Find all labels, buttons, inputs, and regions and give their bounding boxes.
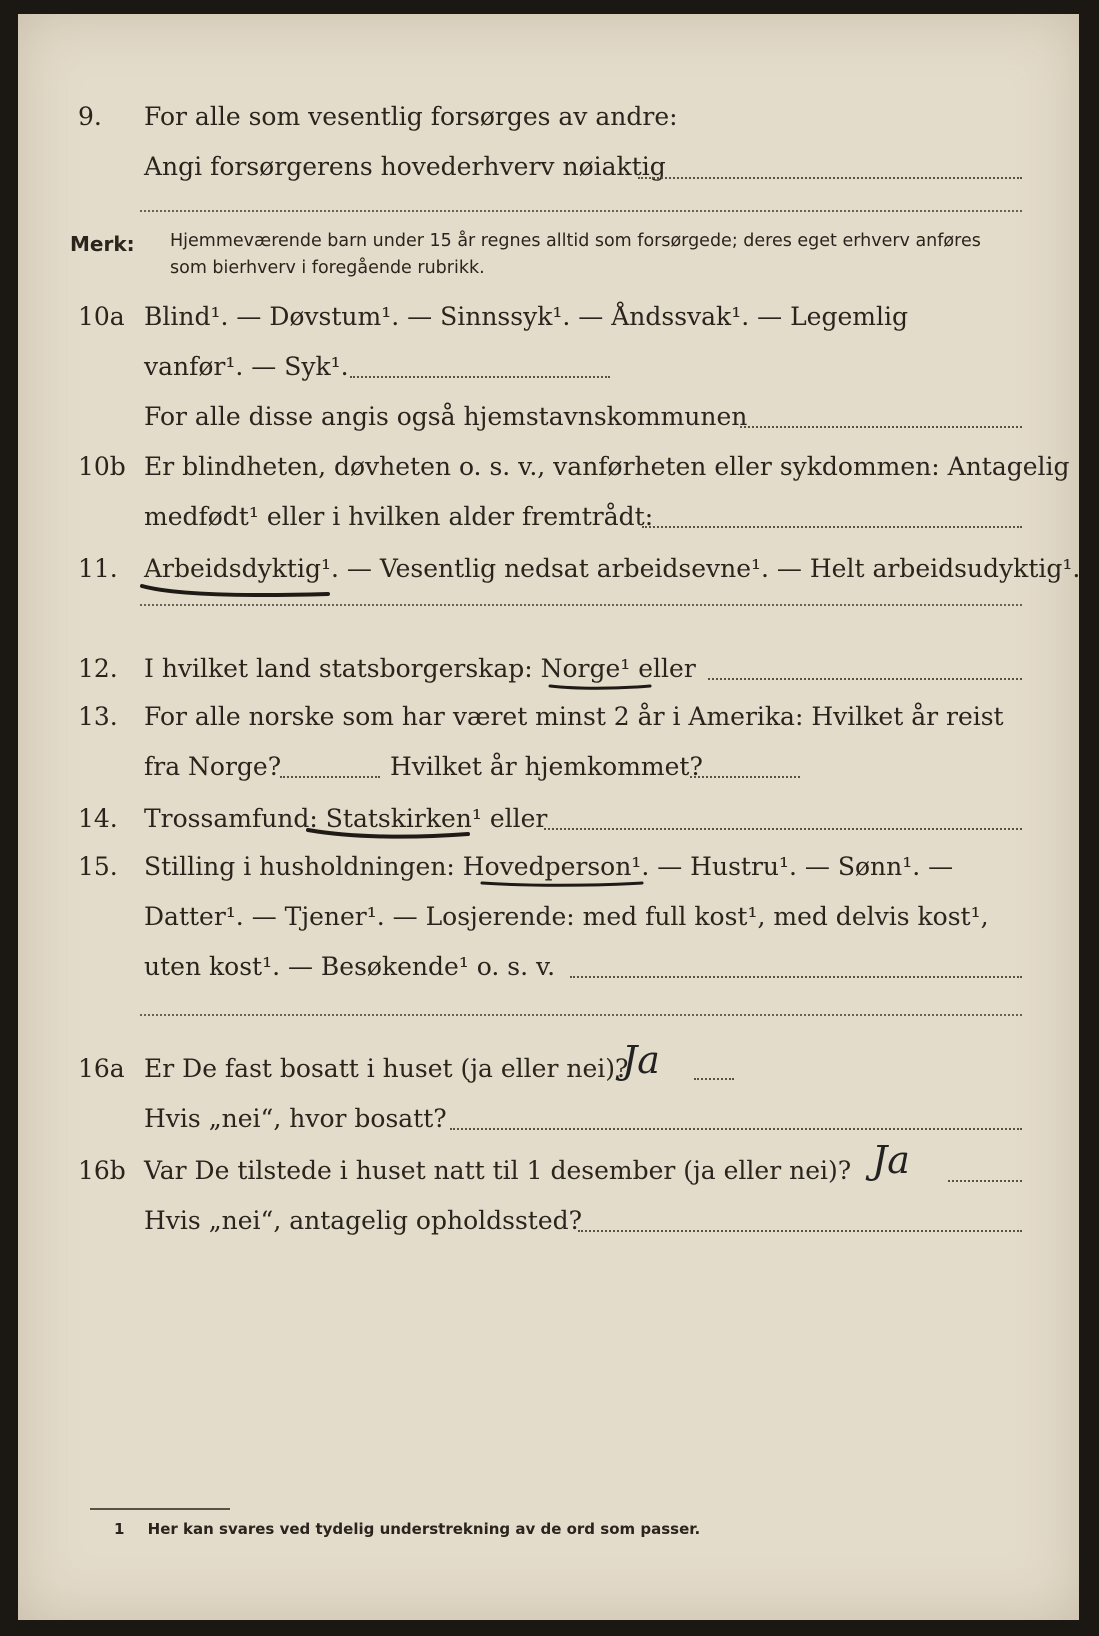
question-text: For alle disse angis også hjemstavnskommunen (144, 402, 748, 431)
question-text: Er De fast bosatt i huset (ja eller nei)? (144, 1054, 629, 1083)
question-text: Trossamfund: Statskirken¹ eller (144, 804, 548, 833)
question-text: fra Norge? (144, 752, 282, 781)
footnote-mark: 1 (114, 1520, 125, 1538)
question-number: 11. (78, 554, 118, 583)
question-number: 16a (78, 1054, 125, 1083)
answer-line (140, 210, 1022, 212)
answer-line (690, 776, 800, 778)
footnote-text: Her kan svares ved tydelig understrekning av de ord som passer. (147, 1520, 701, 1538)
question-text: Angi forsørgerens hovederhverv nøiaktig (144, 152, 666, 181)
answer-line (280, 776, 380, 778)
question-text: Hvis „nei“, hvor bosatt? (144, 1104, 447, 1133)
question-text: Blind¹. — Døvstum¹. — Sinnssyk¹. — Åndssvak¹. — Legemlig (144, 302, 908, 331)
answer-line (948, 1180, 1022, 1182)
question-text: Var De tilstede i huset natt til 1 desember (ja eller nei)? (144, 1156, 852, 1185)
note-label: Merk: (70, 232, 135, 256)
question-number: 9. (78, 102, 102, 131)
question-text: For alle norske som har været minst 2 år i Amerika: Hvilket år reist (144, 702, 1004, 731)
question-number: 10b (78, 452, 126, 481)
question-number: 13. (78, 702, 118, 731)
question-number: 15. (78, 852, 118, 881)
question-text: Stilling i husholdningen: Hovedperson¹. — Hustru¹. — Sønn¹. — (144, 852, 954, 881)
handwritten-underline-norge (546, 678, 656, 694)
question-number: 14. (78, 804, 118, 833)
handwritten-underline-statskirken (304, 820, 474, 844)
question-text: Hvis „nei“, antagelig opholdssted? (144, 1206, 583, 1235)
question-text: medfødt¹ eller i hvilken alder fremtrådt: (144, 502, 654, 531)
answer-line (740, 426, 1022, 428)
answer-line (694, 1078, 734, 1080)
question-text: For alle som vesentlig forsørges av andre: (144, 102, 678, 131)
question-number: 10a (78, 302, 125, 331)
handwritten-underline-arbeidsdyktig (138, 572, 338, 602)
answer-line (350, 376, 610, 378)
footnote (114, 1520, 700, 1538)
handwritten-answer-16b: Ja (872, 1138, 910, 1182)
note-text: Hjemmeværende barn under 15 år regnes alltid som forsørgede; deres eget erhverv anføres som bierhverv i foregående rubrikk. (170, 231, 981, 278)
answer-line (578, 1230, 1022, 1232)
question-text: Datter¹. — Tjener¹. — Losjerende: med full kost¹, med delvis kost¹, (144, 902, 989, 931)
answer-line (140, 1014, 1022, 1016)
answer-line (140, 604, 1022, 606)
question-text: Er blindheten, døvheten o. s. v., vanførheten eller sykdommen: Antagelig (144, 452, 1070, 481)
handwritten-underline-hovedperson (478, 876, 648, 890)
question-number: 16b (78, 1156, 126, 1185)
answer-line (708, 678, 1022, 680)
answer-line (544, 828, 1022, 830)
question-number: 12. (78, 654, 118, 683)
question-text: vanfør¹. — Syk¹. (144, 352, 349, 381)
answer-line (638, 177, 1022, 179)
handwritten-answer-16a: Ja (622, 1038, 660, 1082)
answer-line (642, 526, 1022, 528)
question-text: I hvilket land statsborgerskap: Norge¹ eller (144, 654, 696, 683)
footnote-rule (90, 1508, 230, 1510)
answer-line (450, 1128, 1022, 1130)
answer-line (570, 976, 1022, 978)
question-text: Hvilket år hjemkommet? (390, 752, 703, 781)
question-text: Arbeidsdyktig¹. — Vesentlig nedsat arbeidsevne¹. — Helt arbeidsudyktig¹. (144, 554, 1081, 583)
question-text: uten kost¹. — Besøkende¹ o. s. v. (144, 952, 556, 981)
census-form-page (18, 14, 1079, 1620)
